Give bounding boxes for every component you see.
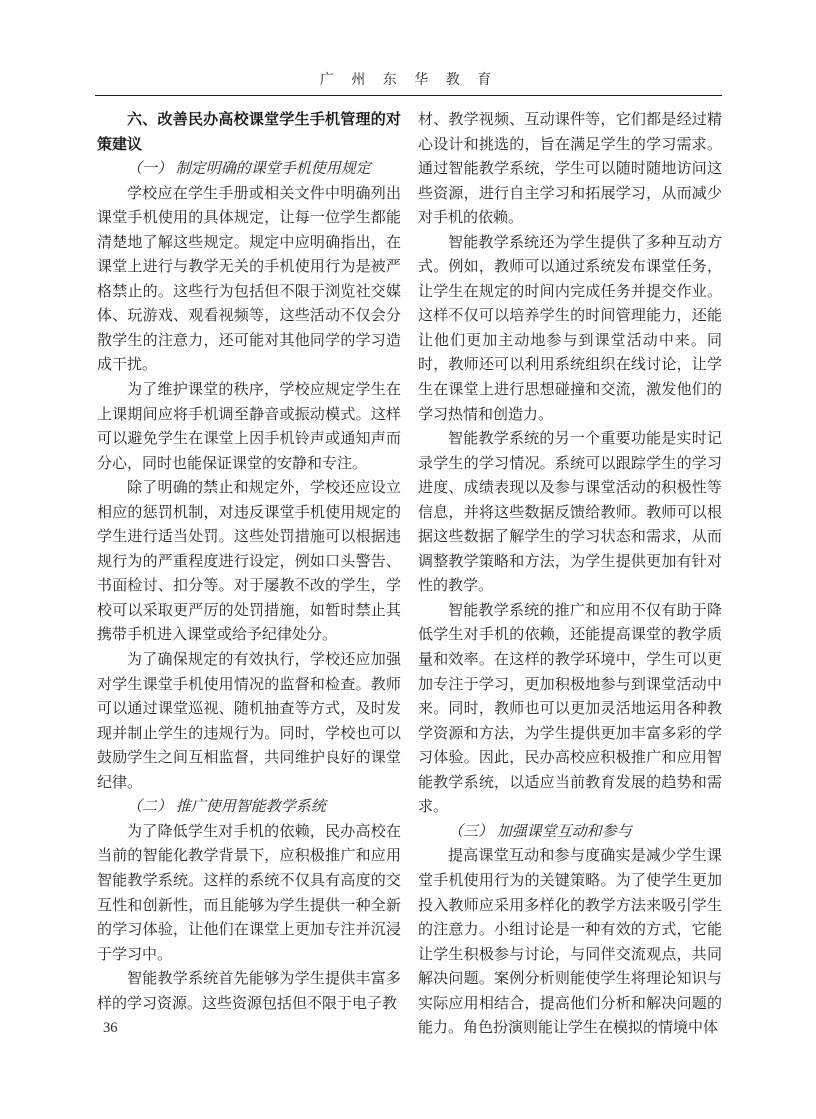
section-heading: 六、改善民办高校课堂学生手机管理的对策建议: [97, 111, 401, 153]
article-body: [97, 108, 722, 1041]
body-paragraph: 智能教学系统的另一个重要功能是实时记录学生的学习情况。系统可以跟踪学生的学习进度、成绩表现以及参与课堂活动的积极性等信息，并将这些数据反馈给教师。教师可以根据这些数据了解学生的学习状态和需求，从而调整教学策略和方法，为学生提供更加有针对性的教学。: [418, 431, 722, 595]
body-paragraph: 学校应在学生手册或相关文件中明确列出课堂手机使用的具体规定，让每一位学生都能清楚地了解这些规定。规定中应明确指出，在课堂上进行与教学无关的手机使用行为是被严格禁止的。这些行为包括但不限于浏览社交媒体、玩游戏、观看视频等，这些活动不仅会分散学生的注意力，还可能对其他同学的学习造成干扰。: [97, 185, 401, 374]
right-column: [418, 108, 722, 1041]
running-header-title: 广 州 东 华 教 育: [319, 73, 499, 88]
body-paragraph: 智能教学系统的推广和应用不仅有助于降低学生对手机的依赖，还能提高课堂的教学质量和效率。在这样的教学环境中，学生可以更加专注于学习，更加积极地参与到课堂活动中来。同时，教师也可以更加灵活地运用各种教学资源和方法，为学生提供更加丰富多彩的学习体验。因此，民办高校应积极推广和应用智能教学系统，以适应当前教育发展的趋势和需求。: [418, 602, 722, 816]
body-paragraph: 除了明确的禁止和规定外，学校还应设立相应的惩罚机制，对违反课堂手机使用规定的学生进行适当处罚。这些处罚措施可以根据违规行为的严重程度进行设定，例如口头警告、书面检讨、扣分等。对于屡教不改的学生，学校可以采取更严厉的处罚措施，如暂时禁止其携带手机进入课堂或给予纪律处分。: [97, 480, 401, 644]
subsection-heading: （三） 加强课堂互动和参与: [448, 823, 632, 840]
body-paragraph: 智能教学系统首先能够为学生提供丰富多样的学习资源。这些资源包括但不限于电子教: [97, 971, 401, 1012]
body-paragraph: 为了维护课堂的秩序，学校应规定学生在上课期间应将手机调至静音或振动模式。这样可以避免学生在课堂上因手机铃声或通知声而分心，同时也能保证课堂的安静和专注。: [97, 382, 401, 472]
page-number: 36: [103, 1020, 118, 1036]
left-column: [97, 108, 401, 1041]
subsection-heading: （二） 推广使用智能教学系统: [127, 799, 326, 816]
header-rule-divider: [95, 95, 722, 96]
body-paragraph: 智能教学系统还为学生提供了多种互动方式。例如，教师可以通过系统发布课堂任务，让学生在规定的时间内完成任务并提交作业。这样不仅可以培养学生的时间管理能力，还能让他们更加主动地参与到课堂活动中来。同时，教师还可以利用系统组织在线讨论，让学生在课堂上进行思想碰撞和交流，激发他们的学习热情和创造力。: [418, 234, 722, 423]
body-paragraph: 为了降低学生对手机的依赖，民办高校在当前的智能化教学背景下，应积极推广和应用智能教学系统。这样的系统不仅具有高度的交互性和创新性，而且能够为学生提供一种全新的学习体验，让他们在课堂上更加专注并沉浸于学习中。: [97, 823, 401, 963]
body-paragraph: 提高课堂互动和参与度确实是减少学生课堂手机使用行为的关键策略。为了使学生更加投入教师应采用多样化的教学方法来吸引学生的注意力。小组讨论是一种有效的方式，它能让学生积极参与讨论，与同伴交流观点，共同解决问题。案例分析则能使学生将理论知识与实际应用相结合，提高他们分析和解决问题的能力。角色扮演则能让学生在模拟的情境中体: [418, 848, 722, 1037]
body-paragraph-continued: 材、教学视频、互动课件等，它们都是经过精心设计和挑选的，旨在满足学生的学习需求。通过智能教学系统，学生可以随时随地访问这些资源，进行自主学习和拓展学习，从而减少对手机的依赖。: [418, 112, 722, 227]
subsection-heading: （一） 制定明确的课堂手机使用规定: [127, 161, 371, 178]
body-paragraph: 为了确保规定的有效执行，学校还应加强对学生课堂手机使用情况的监督和检查。教师可以通过课堂巡视、随机抽查等方式，及时发现并制止学生的违规行为。同时，学校也可以鼓励学生之间互相监督，共同维护良好的课堂纪律。: [97, 652, 401, 791]
